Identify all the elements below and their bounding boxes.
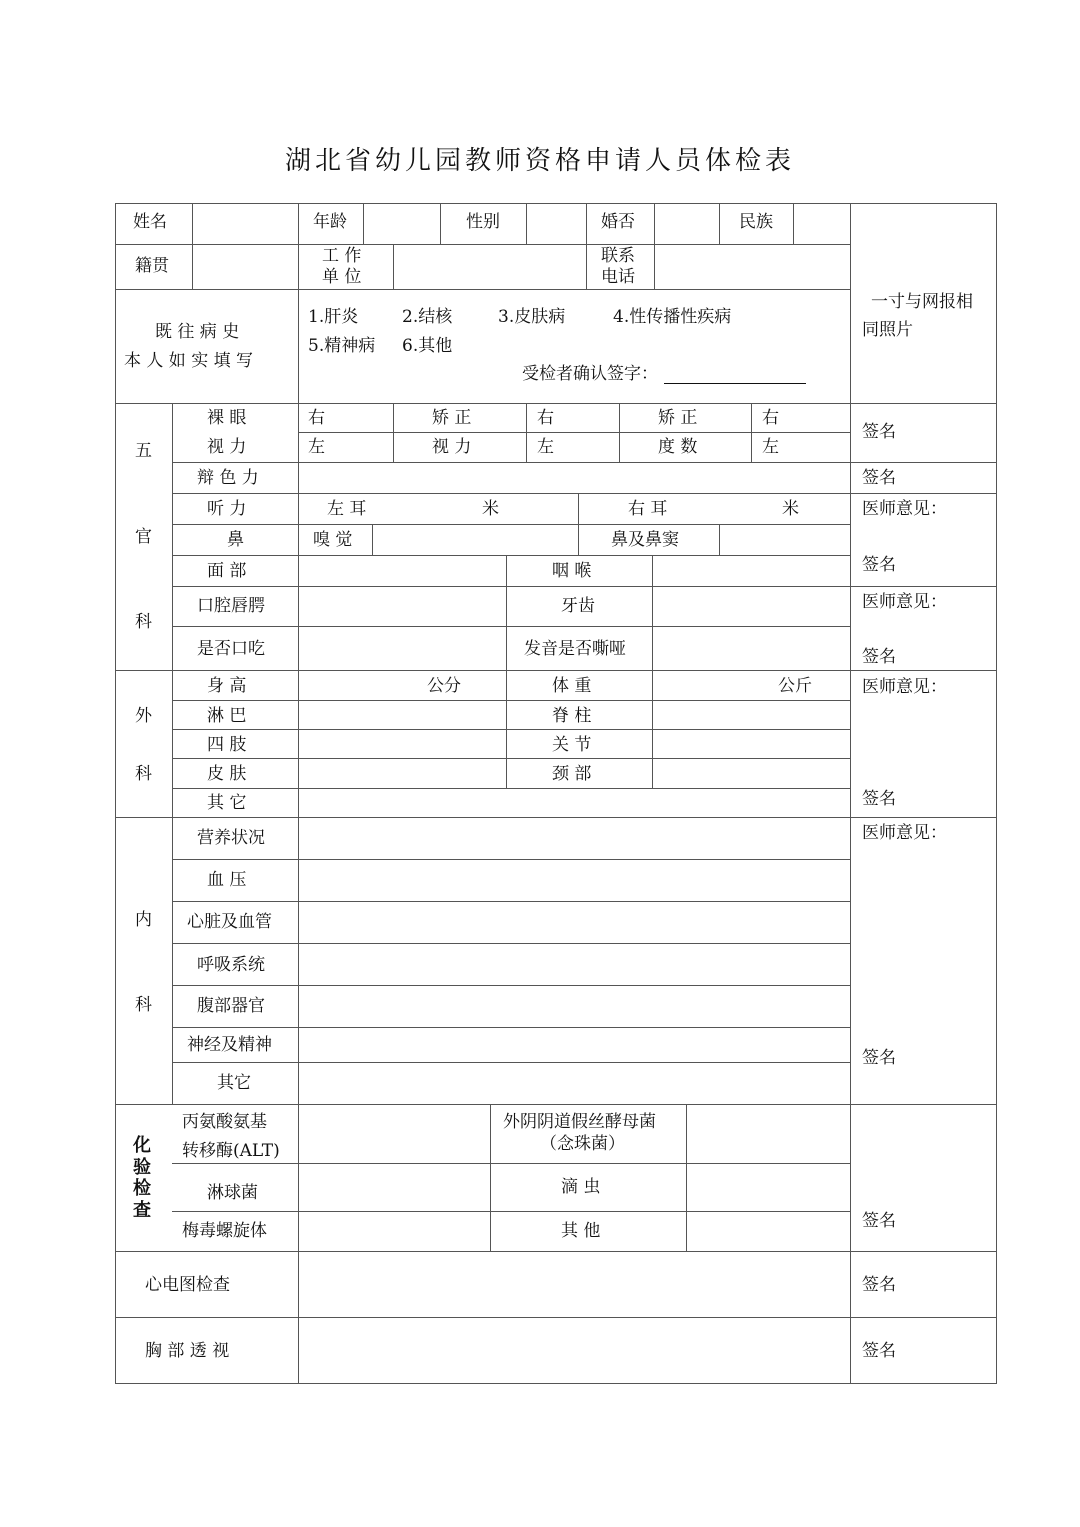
phone-label: 电话 [601,267,635,287]
hearing-label: 听 力 [207,499,247,519]
rule [172,524,850,525]
smell-label: 嗅 觉 [313,530,353,550]
rule [172,859,850,860]
section-label: 五 [135,441,152,461]
history-item: 6.其他 [402,336,453,356]
section-label: 科 [135,612,152,632]
rule [719,524,720,555]
rule [172,700,850,701]
sign-label: 签名 [862,468,896,488]
rule [115,1317,997,1318]
rule [172,788,850,789]
throat-label: 咽 喉 [552,561,592,581]
border-left [115,203,116,1384]
left-eye: 左 [537,437,554,457]
height-label: 身 高 [207,676,247,696]
sign-label: 签名 [862,1211,896,1231]
history-label: 既 往 病 史 [155,322,240,342]
ecg-label: 心电图检查 [145,1275,230,1295]
ethnicity-label: 民族 [739,212,773,232]
work-unit-label: 单 位 [322,267,362,287]
kg-unit: 公斤 [778,676,812,696]
nerve-label: 神经及精神 [187,1035,272,1055]
sign-label: 签名 [862,1048,896,1068]
rule [526,203,527,244]
history-item: 4.性传播性疾病 [613,307,732,327]
candida-label: 外阴阴道假丝酵母菌 [503,1112,656,1132]
rule [578,493,579,524]
section-label: 科 [135,764,152,784]
joint-label: 关 节 [552,735,592,755]
sign-label: 签名 [862,647,896,667]
rule [115,1104,997,1105]
skin-label: 皮 肤 [207,764,247,784]
sign-label: 签名 [862,422,896,442]
rule [172,555,850,556]
marital-label: 婚否 [601,212,635,232]
alt-label: 转移酶(ALT) [182,1141,280,1161]
rule [172,1062,850,1063]
naked-vision-label: 裸 眼 [207,408,247,428]
abdomen-label: 腹部器官 [197,996,265,1016]
page-title: 湖北省幼儿园教师资格申请人员体检表 [284,146,795,176]
hoarse-label: 发音是否嘶哑 [524,639,626,659]
rule [115,817,997,818]
meter-unit: 米 [482,499,499,519]
sign-label: 签名 [862,1275,896,1295]
rule [172,462,997,463]
nutrition-label: 营养状况 [197,828,265,848]
history-label: 本 人 如 实 填 写 [124,351,254,371]
left-eye: 左 [308,437,325,457]
internal-other-label: 其它 [217,1073,251,1093]
rule [115,244,850,245]
surgery-other-label: 其 它 [207,793,247,813]
rule [172,758,850,759]
sign-label: 签名 [862,789,896,809]
rule [393,403,394,462]
rule [172,729,850,730]
hometown-label: 籍贯 [135,256,169,276]
limbs-label: 四 肢 [207,735,247,755]
rule [586,203,587,289]
spine-label: 脊 柱 [552,706,592,726]
history-item: 1.肝炎 [308,307,359,327]
respiratory-label: 呼吸系统 [197,955,265,975]
lymph-label: 淋 巴 [207,706,247,726]
rule [115,289,850,290]
rule [372,524,373,555]
photo-placeholder: 一寸与网报相 [871,292,973,312]
rule [751,403,752,462]
trichomonas-label: 滴 虫 [561,1177,601,1197]
rule [298,432,850,433]
candida-label: （念珠菌） [540,1134,625,1154]
gonococcus-label: 淋球菌 [207,1183,258,1203]
section-label: 科 [135,995,152,1015]
right-eye: 右 [308,408,325,428]
rule [506,555,507,670]
rule [490,1104,491,1251]
rule [172,493,997,494]
doctor-opinion-label: 医师意见： [862,823,947,843]
teeth-label: 牙齿 [561,596,595,616]
doctor-opinion-label: 医师意见： [862,499,947,519]
rule [793,203,794,244]
signature-line[interactable] [664,367,806,384]
correction-degree-label: 矫 正 [658,408,698,428]
correction-degree-label: 度 数 [658,437,698,457]
rule [578,524,579,555]
rule [440,203,441,244]
rule [115,1251,997,1252]
neck-label: 颈 部 [552,764,592,784]
left-ear-label: 左 耳 [327,499,367,519]
rule [363,203,364,244]
rule [654,203,655,289]
rule [619,403,620,462]
blood-pressure-label: 血 压 [207,870,247,890]
corrected-vision-label: 视 力 [432,437,472,457]
heart-label: 心脏及血管 [187,912,272,932]
section-label: 内 [135,910,152,930]
doctor-opinion-label: 医师意见： [862,592,947,612]
corrected-vision-label: 矫 正 [432,408,472,428]
age-label: 年龄 [313,212,347,232]
naked-vision-label: 视 力 [207,437,247,457]
photo-placeholder: 同照片 [862,320,913,340]
sign-label: 签名 [862,555,896,575]
face-label: 面 部 [207,561,247,581]
syphilis-label: 梅毒螺旋体 [182,1221,267,1241]
rule [719,203,720,244]
history-item: 2.结核 [402,307,453,327]
left-eye: 左 [762,437,779,457]
rule [115,670,997,671]
history-item: 3.皮肤病 [498,307,566,327]
phone-label: 联系 [601,246,635,266]
rule [172,1211,850,1212]
nose-label: 鼻 [227,530,244,550]
meter-unit: 米 [782,499,799,519]
right-eye: 右 [762,408,779,428]
border-top [115,203,997,204]
rule [172,901,850,902]
name-label: 姓名 [133,212,167,232]
section-label: 外 [135,706,152,726]
lab-section-label: 化 验 检 查 [133,1135,151,1221]
right-eye: 右 [537,408,554,428]
work-unit-label: 工 作 [322,246,362,266]
rule [172,403,173,1104]
history-item: 5.精神病 [308,336,376,356]
sinus-label: 鼻及鼻窦 [611,530,679,550]
mouth-label: 口腔唇腭 [197,596,265,616]
photo-divider [850,203,851,1384]
rule [172,1163,850,1164]
gender-label: 性别 [466,212,500,232]
rule [298,203,299,289]
chest-xray-label: 胸 部 透 视 [145,1341,230,1361]
rule [652,670,653,788]
rule [172,626,850,627]
confirm-signature [522,364,806,384]
rule [172,985,850,986]
rule [393,244,394,289]
border-right [996,203,997,1384]
rule [172,943,850,944]
lab-other-label: 其 他 [561,1221,601,1241]
color-vision-label: 辩 色 力 [197,468,259,488]
rule [115,403,997,404]
rule [192,203,193,289]
doctor-opinion-label: 医师意见： [862,677,947,697]
confirm-label: 受检者确认签字： [522,364,658,384]
stutter-label: 是否口吃 [197,639,265,659]
weight-label: 体 重 [552,676,592,696]
right-ear-label: 右 耳 [628,499,668,519]
sign-label: 签名 [862,1341,896,1361]
rule [652,555,653,670]
rule [172,586,997,587]
section-label: 官 [135,527,152,547]
alt-label: 丙氨酸氨基 [182,1112,267,1132]
rule [526,403,527,462]
rule [172,1027,850,1028]
rule [686,1104,687,1251]
cm-unit: 公分 [427,676,461,696]
rule [298,403,299,1383]
border-bottom [115,1383,997,1384]
rule [506,670,507,788]
rule [298,289,299,403]
